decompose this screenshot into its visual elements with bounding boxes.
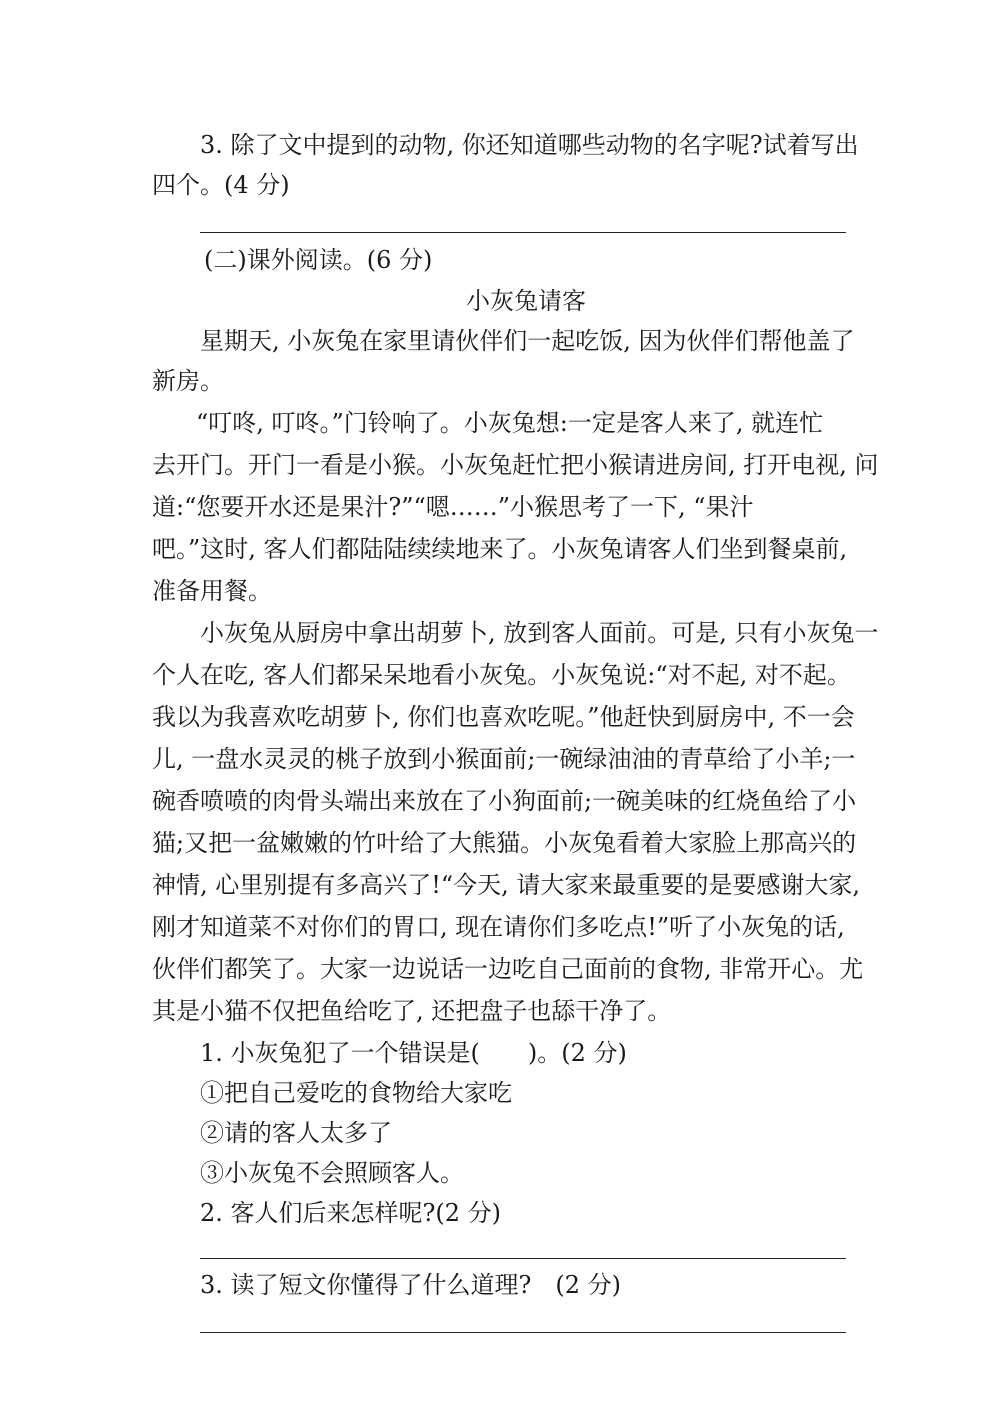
answer-line-q3b[interactable]	[200, 1332, 846, 1333]
story-line: 吧。”这时, 客人们都陆陆续续地来了。小灰兔请客人们坐到餐桌前,	[152, 535, 848, 563]
story-line: 去开门。开门一看是小猴。小灰兔赶忙把小猴请进房间, 打开电视, 问	[152, 451, 879, 479]
question-1: 1. 小灰兔犯了一个错误是( )。(2 分)	[200, 1039, 627, 1067]
story-line: 碗香喷喷的肉骨头端出来放在了小狗面前;一碗美味的红烧鱼给了小	[152, 787, 857, 815]
answer-line-q2[interactable]	[200, 1258, 846, 1259]
story-line: “叮咚, 叮咚。”门铃响了。小灰兔想:一定是客人来了, 就连忙	[196, 409, 824, 437]
story-line: 其是小猫不仅把鱼给吃了, 还把盘子也舔干净了。	[152, 997, 672, 1025]
story-line: 个人在吃, 客人们都呆呆地看小灰兔。小灰兔说:“对不起, 对不起。	[152, 661, 851, 689]
story-line: 神情, 心里别提有多高兴了!“今天, 请大家来最重要的是要感谢大家,	[152, 871, 861, 899]
story-line: 伙伴们都笑了。大家一边说话一边吃自己面前的食物, 非常开心。尤	[152, 955, 864, 983]
question-3: 3. 读了短文你懂得了什么道理? (2 分)	[200, 1271, 622, 1299]
q3-prompt-line1: 3. 除了文中提到的动物, 你还知道哪些动物的名字呢?试着写出	[200, 131, 859, 159]
q1-option-1: ①把自己爱吃的食物给大家吃	[200, 1079, 512, 1107]
story-line: 猫;又把一盆嫩嫩的竹叶给了大熊猫。小灰兔看着大家脸上那高兴的	[152, 829, 857, 857]
story-line: 儿, 一盘水灵灵的桃子放到小猴面前;一碗绿油油的青草给了小羊;一	[152, 745, 856, 773]
q3-prompt-line2: 四个。(4 分)	[152, 171, 290, 199]
story-line: 刚才知道菜不对你们的胃口, 现在请你们多吃点!”听了小灰兔的话,	[152, 913, 845, 941]
q1-option-3: ③小灰兔不会照顾客人。	[200, 1159, 464, 1187]
story-line: 我以为我喜欢吃胡萝卜, 你们也喜欢吃呢。”他赶快到厨房中, 不一会	[152, 703, 855, 731]
story-line: 星期天, 小灰兔在家里请伙伴们一起吃饭, 因为伙伴们帮他盖了	[200, 327, 855, 355]
story-line: 准备用餐。	[152, 577, 272, 605]
q1-option-2: ②请的客人太多了	[200, 1119, 392, 1147]
story-line: 新房。	[152, 367, 224, 395]
story-line: 道:“您要开水还是果汁?”“嗯……”小猴思考了一下, “果汁	[152, 493, 754, 521]
section-heading: (二)课外阅读。(6 分)	[204, 246, 433, 274]
answer-line-q3[interactable]	[200, 232, 846, 233]
story-line: 小灰兔从厨房中拿出胡萝卜, 放到客人面前。可是, 只有小灰兔一	[200, 619, 879, 647]
story-title: 小灰兔请客	[466, 287, 586, 315]
question-2: 2. 客人们后来怎样呢?(2 分)	[200, 1199, 502, 1227]
